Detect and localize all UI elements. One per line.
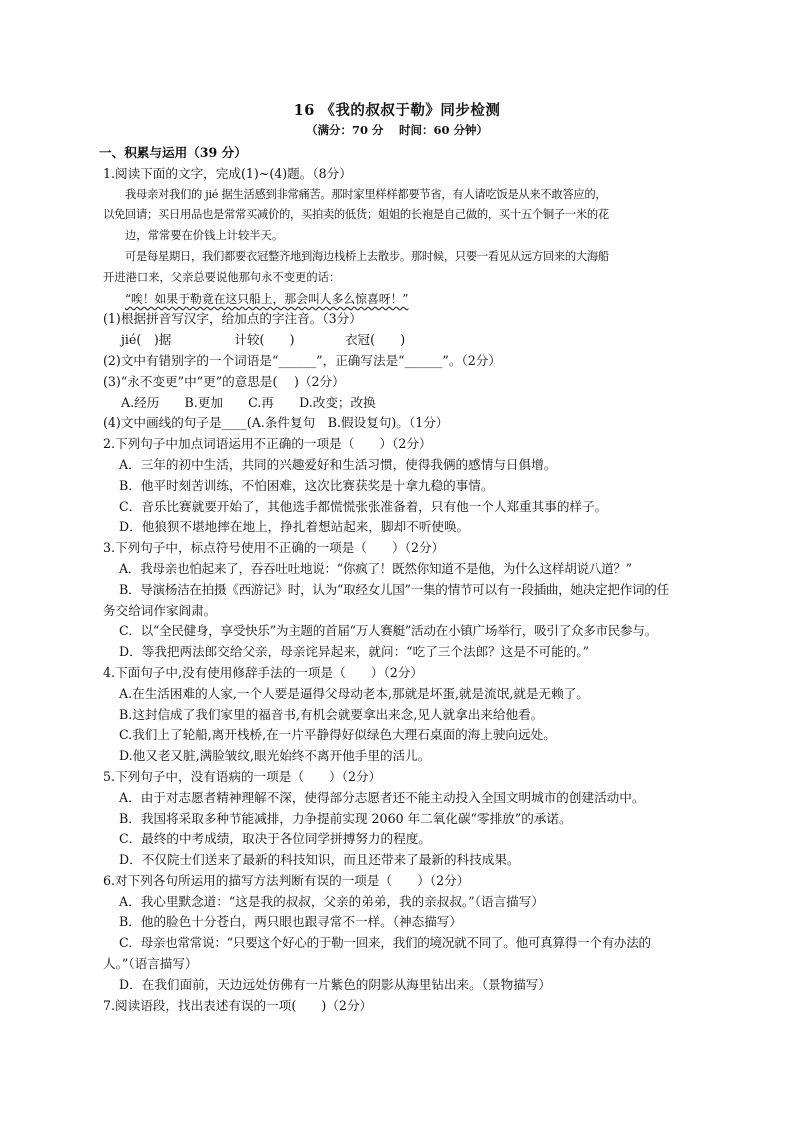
passage-para2-line1: 可是每星期日，我们都要衣冠整齐地到海边栈桥上去散步。那时候，只要一看见从远方回来的大海船: [125, 249, 609, 263]
question-3-option-d: D．等我把两法郎交给父亲，母亲诧异起来，就问：“吃了三个法郎？这是不可能的。”: [119, 644, 590, 660]
question-2-option-b: B．他平时刻苦训练，不怕困难，这次比赛获奖是十拿九稳的事情。: [119, 477, 494, 493]
underlined-sentence: “唉！如果于勒竟在这只船上，那会叫人多么惊喜呀！”: [125, 291, 409, 306]
question-2-option-a: A．三年的初中生活，共同的兴趣爱好和生活习惯，使得我俩的感情与日俱增。: [119, 456, 557, 472]
question-6-stem: 6.对下列各句所运用的描写方法判断有误的一项是（ ）（2分）: [103, 872, 470, 888]
passage-para2-line2: 开进港口来，父亲总要说他那句永不变更的话：: [103, 270, 341, 284]
question-3-option-a: A．我母亲也怕起来了，吞吞吐吐地说：“你疯了！既然你知道不是他，为什么这样胡说八道？”: [119, 560, 632, 576]
question-5-option-a: A．由于对志愿者精神理解不深，使得部分志愿者还不能主动投入全国文明城市的创建活动中。: [119, 789, 645, 805]
question-4-option-d: D.他又老又脏,满脸皱纹,眼光始终不离开他手里的活儿。: [119, 748, 431, 764]
question-1-sub1: (1)根据拼音写汉字，给加点的字注音。（3分）: [103, 311, 362, 327]
question-6-option-a: A．我心里默念道：“这是我的叔叔，父亲的弟弟，我的亲叔叔。”（语言描写）: [119, 893, 544, 909]
question-7-stem: 7.阅读语段，找出表述有误的一项( )（2分）: [103, 997, 373, 1013]
question-5-option-d: D．不仅院士们送来了最新的科技知识，而且还带来了最新的科技成果。: [119, 852, 520, 868]
question-4-option-c: C.我们上了轮船,离开栈桥,在一片平静得好似绿色大理石桌面的海上驶向远处。: [119, 727, 556, 743]
passage-para1-line1: 我母亲对我们的 jié 据生活感到非常痛苦。那时家里样样都要节省，有人请吃饭是从来不敢答应的，: [125, 187, 607, 201]
question-1-sub1-items: jié( )据 计较( ) 衣冠( ): [121, 332, 406, 348]
section-heading: 一、积累与运用（39 分）: [99, 145, 247, 160]
question-3-option-c: C．以“全民健身，享受快乐”为主题的首届“万人赛艇”活动在小镇广场举行，吸引了众多市民参与。: [119, 623, 657, 639]
page-title: 16 《我的叔叔于勒》同步检测: [293, 102, 501, 119]
passage-para1-line3: 边，常常要在价钱上计较半天。: [125, 229, 284, 243]
question-4-stem: 4.下面句子中,没有使用修辞手法的一项是（ ）（2分）: [103, 664, 423, 680]
question-2-option-d: D．他狼狈不堪地摔在地上，挣扎着想站起来，脚却不听使唤。: [119, 519, 470, 535]
question-1-sub3-options: A.经历 B.更加 C.再 D.改变；改换: [121, 394, 376, 410]
question-6-option-d: D．在我们面前，天边远处仿佛有一片紫色的阴影从海里钻出来。（景物描写）: [119, 976, 551, 992]
question-2-option-c: C．音乐比赛就要开始了，其他选手都慌慌张张准备着，只有他一个人郑重其事的样子。: [119, 498, 608, 514]
question-4-option-b: B.这封信成了我们家里的福音书,有机会就要拿出来念,见人就拿出来给他看。: [119, 706, 544, 722]
question-3-option-b-line2: 务交给词作家阎肃。: [103, 602, 217, 618]
question-3-option-b-line1: B．导演杨洁在拍摄《西游记》时，认为“取经女儿国”一集的情节可以有一段插曲，她决定把作词的任: [119, 581, 669, 597]
question-5-option-c: C．最终的中考成绩，取决于各位同学拼搏努力的程度。: [119, 831, 431, 847]
passage-quote-line: [103, 289, 723, 310]
content: [99, 143, 723, 1016]
question-6-option-b: B．他的脸色十分苍白，两只眼也跟寻常不一样。（神态描写）: [119, 914, 462, 930]
question-2-stem: 2.下列句子中加点词语运用不正确的一项是（ ）（2分）: [103, 436, 432, 452]
question-5-stem: 5.下列句子中，没有语病的一项是（ ）（2分）: [103, 768, 382, 784]
question-4-option-a: A.在生活困难的人家,一个人要是逼得父母动老本,那就是坏蛋,就是流氓,就是无赖了。: [119, 685, 589, 701]
question-6-option-c-line1: C．母亲也常常说：“只要这个好心的于勒一回来，我们的境况就不同了。他可真算得一个有办法的: [119, 935, 651, 951]
passage-para1-line2: 以免回请；买日用品也是常常买减价的，买拍卖的低货；姐姐的长袍是自己做的，买十五个铜子一米的花: [103, 208, 609, 222]
question-1-sub2: (2)文中有错别字的一个词语是“______”，正确写法是“______”。（2分）: [103, 352, 501, 368]
question-1-stem: 1.阅读下面的文字，完成(1)~(4)题。（8分）: [103, 165, 352, 181]
question-1-sub4: (4)文中画线的句子是____(A.条件复句 B.假设复句)。（1分）: [103, 415, 449, 431]
question-1-sub3: (3)“永不变更”中“更”的意思是( )（2分）: [103, 373, 345, 389]
page-subtitle: （满分：70 分 时间：60 分钟）: [305, 123, 489, 137]
question-6-option-c-line2: 人。”（语言描写）: [103, 956, 198, 972]
question-5-option-b: B．我国将采取多种节能减排，力争提前实现 2060 年二氧化碳“零排放”的承诺。: [119, 810, 572, 826]
question-3-stem: 3.下列句子中，标点符号使用不正确的一项是（ ）（2分）: [103, 540, 445, 556]
